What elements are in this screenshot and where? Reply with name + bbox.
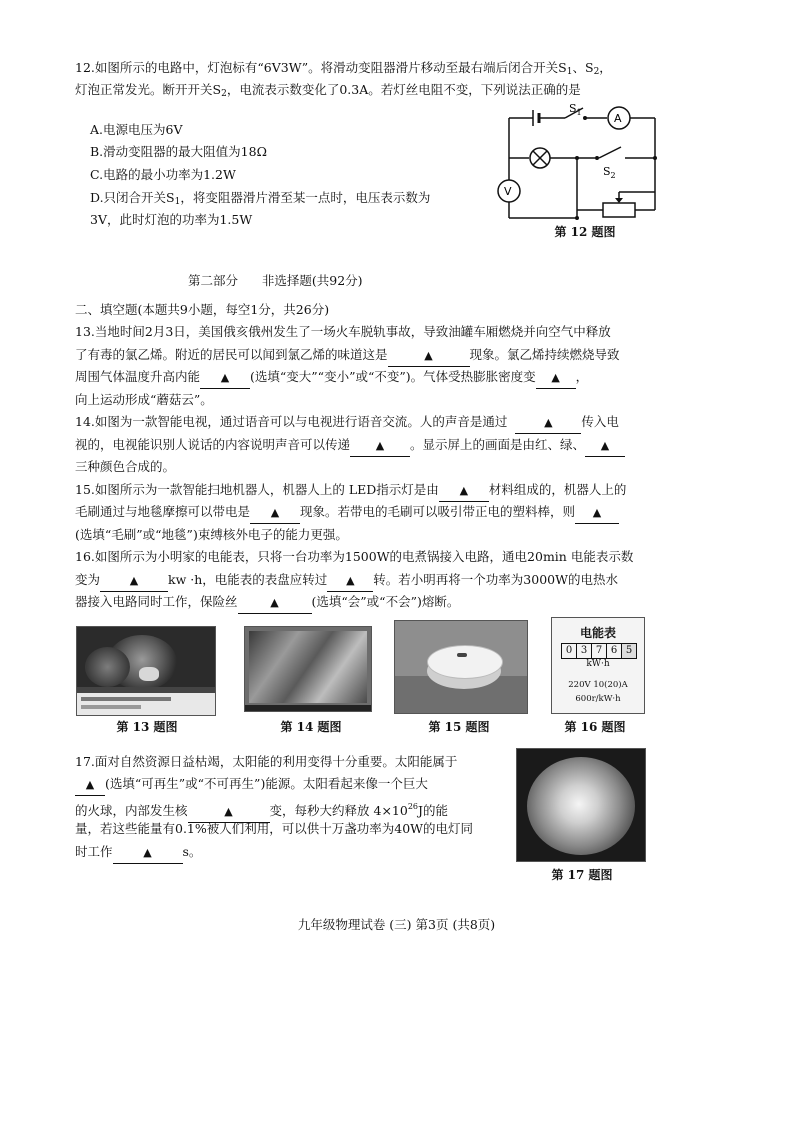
q12-circuit-diagram: [495, 100, 665, 222]
meter-digit: 6: [607, 644, 622, 658]
q17-line2: ▲ (选填“可再生”或“不可再生”)能源。太阳看起来像一个巨大: [75, 774, 428, 796]
fig15-caption: 第 15 题图: [428, 720, 490, 734]
q17-line1: 17.面对自然资源日益枯竭，太阳能的利用变得十分重要。太阳能属于: [75, 754, 458, 769]
q16-line1: 16.如图所示为小明家的电能表，只将一台功率为1500W的电煮锅接入电路，通电20min 电能表示数: [75, 549, 634, 564]
q16-line2: 变为 ▲ kw ·h，电能表的表盘应转过 ▲ 转。若小明再将一个功率为3000W的电热水: [75, 570, 618, 592]
meter-digit: 3: [577, 644, 592, 658]
meter-digit: 0: [562, 644, 577, 658]
meter-spec-voltage: 220V 10(20)A: [568, 680, 628, 690]
meter-unit: kW·h: [586, 659, 610, 669]
meter-digit: 5: [622, 644, 636, 658]
q15-line2: 毛刷通过与地毯摩擦可以带电是 ▲ 现象。若带电的毛刷可以吸引带正电的塑料棒，则 ▲: [75, 502, 619, 524]
q15-line1: 15.如图所示为一款智能扫地机器人，机器人上的 LED指示灯是由 ▲ 材料组成的，机器人上的: [75, 480, 626, 502]
fig12-caption: 第 12 题图: [554, 225, 616, 239]
q12-option-a: A.电源电压为6V: [90, 122, 183, 137]
q17-line4: 量，若这些能量有0.1%被人们利用，可以供十万盏功率为40W的电灯同: [75, 821, 474, 836]
fig16-meter-image: [551, 617, 645, 714]
q12-line1: 12.如图所示的电路中，灯泡标有“6V3W”。将滑动变阻器滑片移动至最右端后闭合开关$S_1$、$S_2$，: [75, 60, 612, 77]
s1-label: $S_1$: [569, 102, 582, 117]
voltmeter-label: V: [504, 185, 512, 198]
s2-label: $S_2$: [603, 165, 616, 180]
q17-line3: 的火球，内部发生核 ▲ 变，每秒大约释放 $4\times 10^{26}J$的能: [75, 797, 448, 823]
fig16-caption: 第 16 题图: [564, 720, 626, 734]
fig13-caption: 第 13 题图: [116, 720, 178, 734]
q14-line1: 14.如图为一款智能电视，通过语音可以与电视进行语音交流。人的声音是通过 ▲ 传入电: [75, 412, 619, 434]
q12-option-d: D.只闭合开关$S_1$，将变阻器滑片滑至某一点时，电压表示数为: [90, 190, 431, 207]
meter-title: 电能表: [579, 626, 616, 640]
meter-digits: [561, 643, 637, 659]
ammeter-label: A: [614, 112, 622, 125]
q13-line2: 了有毒的氯乙烯。附近的居民可以闻到氯乙烯的味道这是 ▲ 现象。氯乙烯持续燃烧导致: [75, 345, 620, 367]
q12-option-b: B.滑动变阻器的最大阻值为18Ω: [90, 144, 267, 159]
fig17-sun-image: [516, 748, 646, 862]
q12-option-d-cont: 3V，此时灯泡的功率为1.5W: [90, 212, 253, 227]
fig14-image: [244, 626, 372, 712]
q14-line2: 视的，电视能识别人说话的内容说明声音可以传递 ▲ 。显示屏上的画面是由红、绿、 ▲: [75, 435, 625, 457]
q13-line1: 13.当地时间2月3日，美国俄亥俄州发生了一场火车脱轨事故，导致油罐车厢燃烧并向空气中释放: [75, 324, 611, 339]
fig17-caption: 第 17 题图: [551, 868, 613, 882]
fig15-image: [394, 620, 528, 714]
q14-line3: 三种颜色合成的。: [75, 459, 176, 474]
page-footer: 九年级物理试卷 (三) 第3页 (共8页): [297, 917, 496, 932]
q15-line3: (选填“毛刷”或“地毯”)束缚核外电子的能力更强。: [75, 527, 348, 542]
q13-line4: 向上运动形成“蘑菇云”。: [75, 392, 213, 407]
q13-line3: 周围气体温度升高内能 ▲ (选填“变大”“变小”或“不变”)。气体受热膨胀密度变 ▲ ，: [75, 367, 588, 389]
fig13-image: [76, 626, 216, 716]
fig14-caption: 第 14 题图: [280, 720, 342, 734]
section-heading: 二、填空题(本题共9小题，每空1分，共26分): [75, 302, 330, 317]
part2-heading: 第二部分 非选择题(共92分): [188, 273, 363, 288]
q16-line3: 器接入电路同时工作，保险丝 ▲ (选填“会”或“不会”)熔断。: [75, 592, 459, 614]
q17-line5: 时工作 ▲ s。: [75, 842, 201, 864]
meter-digit: 7: [592, 644, 607, 658]
meter-spec-revs: 600r/kW·h: [575, 694, 621, 704]
q12-option-c: C.电路的最小功率为1.2W: [90, 167, 236, 182]
q12-line2: 灯泡正常发光。断开开关$S_2$，电流表示数变化了0.3A。若灯丝电阻不变，下列说法正确的是: [75, 82, 581, 99]
